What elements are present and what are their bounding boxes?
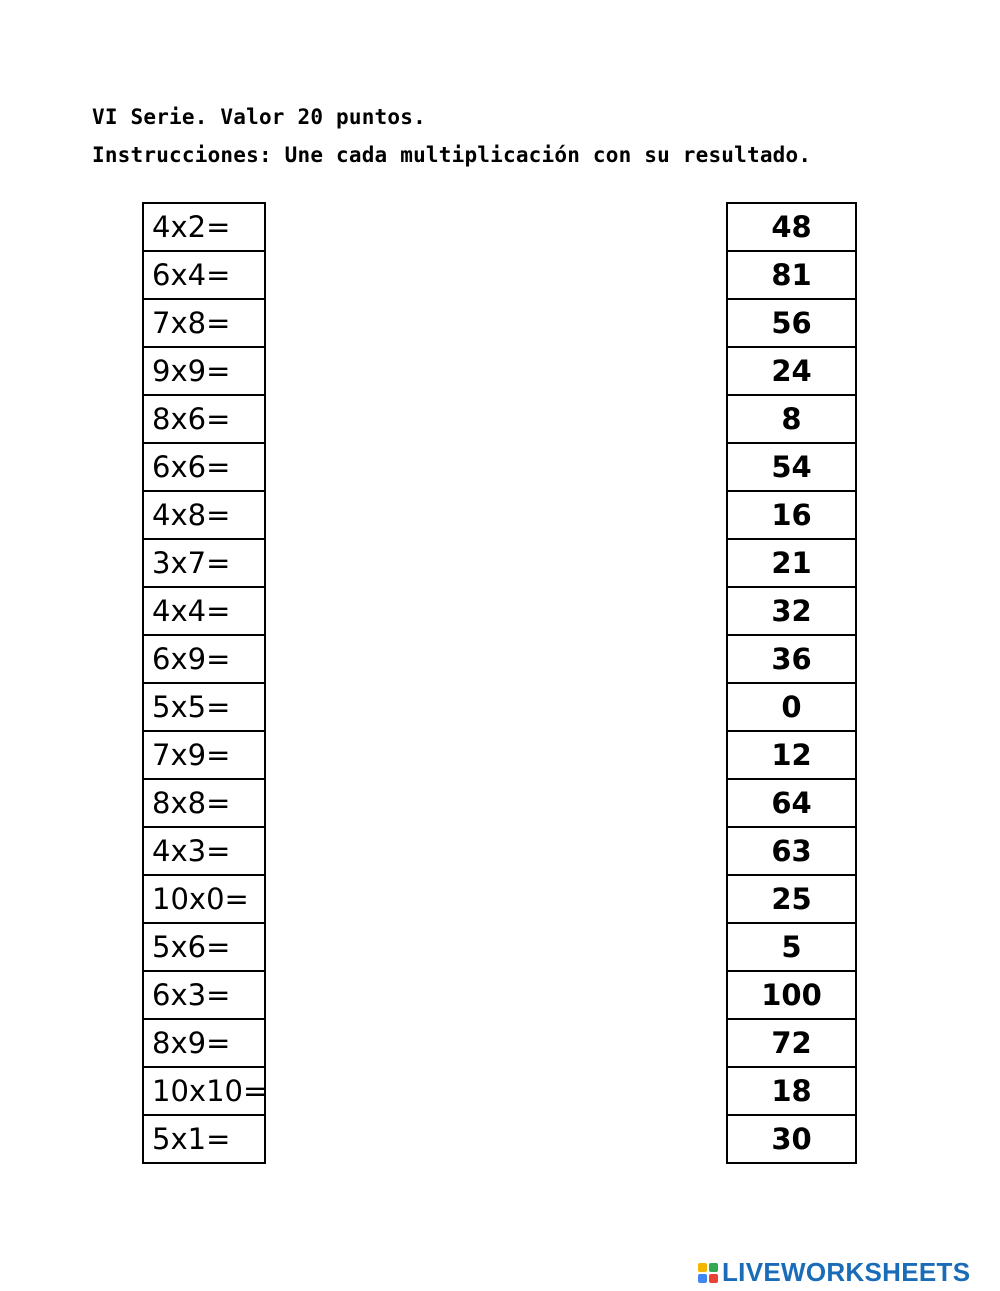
result-cell[interactable]: 56 (728, 300, 855, 348)
result-cell[interactable]: 12 (728, 732, 855, 780)
logo-square (709, 1274, 718, 1283)
multiplication-cell[interactable]: 4x8= (144, 492, 264, 540)
multiplication-cell[interactable]: 6x9= (144, 636, 264, 684)
result-cell[interactable]: 48 (728, 204, 855, 252)
multiplication-cell[interactable]: 9x9= (144, 348, 264, 396)
result-cell[interactable]: 54 (728, 444, 855, 492)
result-cell[interactable]: 100 (728, 972, 855, 1020)
result-cell[interactable]: 36 (728, 636, 855, 684)
result-cell[interactable]: 18 (728, 1068, 855, 1116)
multiplication-cell[interactable]: 4x4= (144, 588, 264, 636)
liveworksheets-brand (698, 1257, 970, 1288)
liveworksheets-logo-icon (698, 1263, 718, 1283)
multiplication-cell[interactable]: 6x4= (144, 252, 264, 300)
result-cell[interactable]: 5 (728, 924, 855, 972)
multiplication-cell[interactable]: 8x8= (144, 780, 264, 828)
result-cell[interactable]: 25 (728, 876, 855, 924)
multiplication-cell[interactable]: 8x6= (144, 396, 264, 444)
instructions-header (92, 98, 811, 174)
multiplication-cell[interactable]: 4x2= (144, 204, 264, 252)
multiplication-cell[interactable]: 6x3= (144, 972, 264, 1020)
multiplication-cell[interactable]: 4x3= (144, 828, 264, 876)
result-cell[interactable]: 24 (728, 348, 855, 396)
result-cell[interactable]: 63 (728, 828, 855, 876)
result-cell[interactable]: 16 (728, 492, 855, 540)
multiplication-cell[interactable]: 5x6= (144, 924, 264, 972)
multiplication-cell[interactable]: 3x7= (144, 540, 264, 588)
result-cell[interactable]: 81 (728, 252, 855, 300)
multiplication-cell[interactable]: 7x9= (144, 732, 264, 780)
logo-square (698, 1274, 707, 1283)
multiplication-cell[interactable]: 7x8= (144, 300, 264, 348)
brand-text: LIVEWORKSHEETS (722, 1257, 971, 1287)
result-cell[interactable]: 21 (728, 540, 855, 588)
logo-square (709, 1263, 718, 1272)
multiplication-cell[interactable]: 10x10= (144, 1068, 264, 1116)
result-cell[interactable]: 30 (728, 1116, 855, 1164)
result-cell[interactable]: 64 (728, 780, 855, 828)
multiplication-cell[interactable]: 10x0= (144, 876, 264, 924)
multiplication-cell[interactable]: 5x5= (144, 684, 264, 732)
result-cell[interactable]: 0 (728, 684, 855, 732)
logo-square (698, 1263, 707, 1272)
multiplication-cell[interactable]: 8x9= (144, 1020, 264, 1068)
multiplication-column (142, 202, 266, 1164)
result-cell[interactable]: 32 (728, 588, 855, 636)
series-title: VI Serie. Valor 20 puntos. (92, 105, 426, 129)
multiplication-cell[interactable]: 5x1= (144, 1116, 264, 1164)
multiplication-cell[interactable]: 6x6= (144, 444, 264, 492)
result-column (726, 202, 857, 1164)
result-cell[interactable]: 72 (728, 1020, 855, 1068)
instructions-text: Instrucciones: Une cada multiplicación con su resultado. (92, 143, 812, 167)
result-cell[interactable]: 8 (728, 396, 855, 444)
